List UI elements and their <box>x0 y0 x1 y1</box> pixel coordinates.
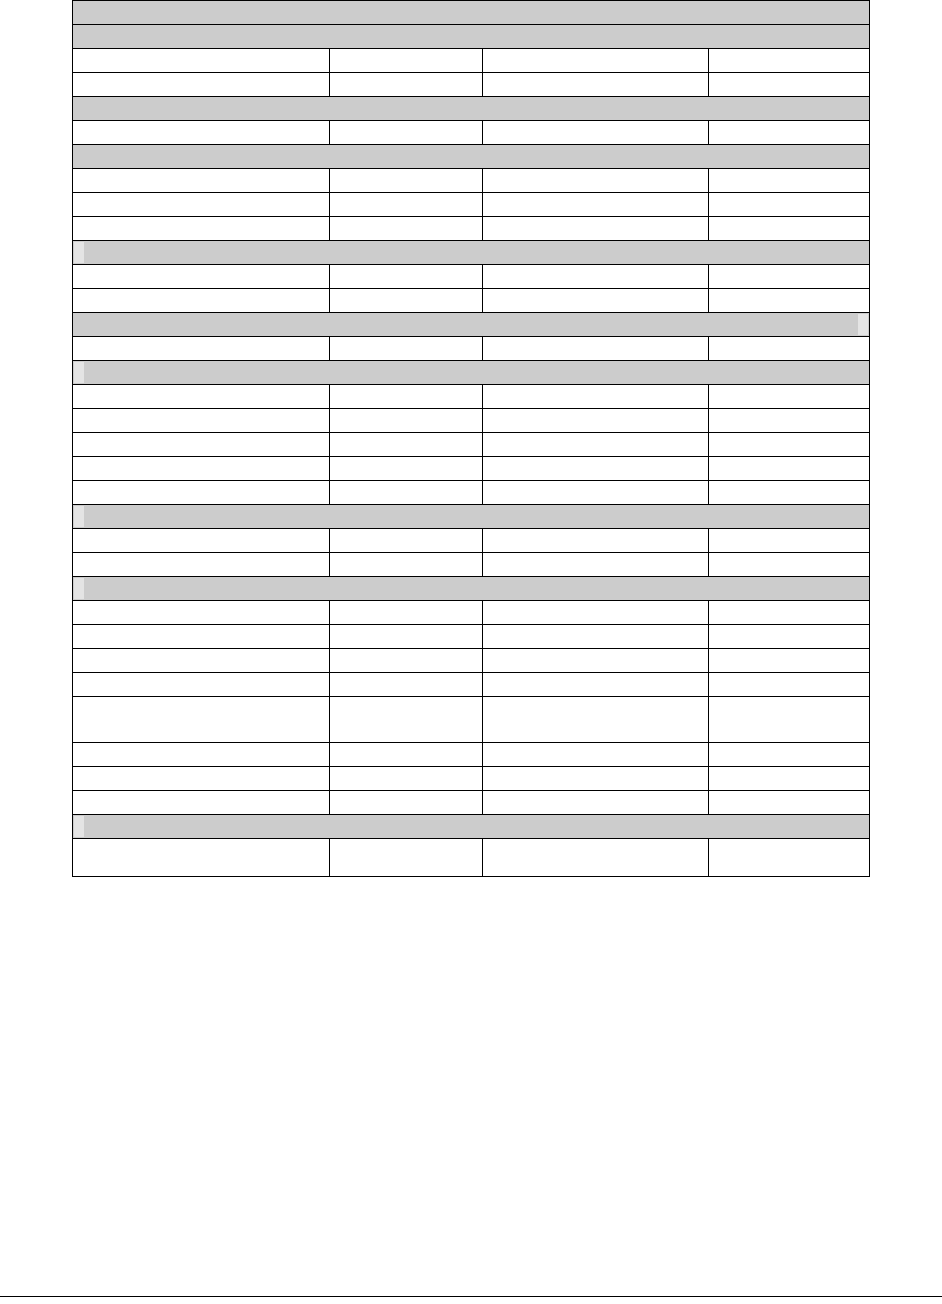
table-cell <box>330 529 483 553</box>
table-cell <box>709 625 870 649</box>
table-row <box>73 457 870 481</box>
table-cell <box>483 625 709 649</box>
table-row <box>73 217 870 241</box>
section-header-cell <box>73 815 870 839</box>
table-row <box>73 743 870 767</box>
table-row <box>73 767 870 791</box>
table-cell <box>709 73 870 97</box>
table-cell <box>483 385 709 409</box>
table-cell <box>483 289 709 313</box>
table-cell <box>483 49 709 73</box>
table-body <box>73 1 870 877</box>
table-cell <box>483 649 709 673</box>
table-row <box>73 385 870 409</box>
table-row <box>73 193 870 217</box>
section-header-cell <box>73 241 870 265</box>
table-cell <box>709 767 870 791</box>
table-cell <box>73 697 330 743</box>
section-shade-tab <box>74 578 84 599</box>
table-cell <box>483 409 709 433</box>
table-cell <box>483 767 709 791</box>
section-shade-tab <box>74 362 84 383</box>
table-cell <box>709 193 870 217</box>
table-cell <box>330 193 483 217</box>
table-cell <box>73 529 330 553</box>
table-cell <box>73 481 330 505</box>
table-cell <box>709 265 870 289</box>
table-cell <box>73 337 330 361</box>
table-cell <box>709 289 870 313</box>
table-cell <box>330 49 483 73</box>
table-row <box>73 529 870 553</box>
table-cell <box>709 217 870 241</box>
table-cell <box>73 169 330 193</box>
table-cell <box>483 791 709 815</box>
table-row <box>73 791 870 815</box>
blank-form-table <box>72 0 870 877</box>
table-cell <box>73 839 330 877</box>
table-cell <box>483 457 709 481</box>
table-cell <box>483 121 709 145</box>
table-cell <box>709 169 870 193</box>
table-row <box>73 649 870 673</box>
table-cell <box>709 457 870 481</box>
table-cell <box>483 73 709 97</box>
table-cell <box>483 553 709 577</box>
table-cell <box>330 839 483 877</box>
table-row <box>73 481 870 505</box>
table-row <box>73 169 870 193</box>
table-cell <box>330 743 483 767</box>
table-row <box>73 839 870 877</box>
table-cell <box>330 601 483 625</box>
table-cell <box>330 409 483 433</box>
table-cell <box>709 121 870 145</box>
table-cell <box>330 457 483 481</box>
table-cell <box>709 337 870 361</box>
table-row <box>73 265 870 289</box>
section-header-cell <box>73 313 870 337</box>
table-cell <box>330 169 483 193</box>
table-cell <box>73 265 330 289</box>
table-row <box>73 553 870 577</box>
table-row <box>73 697 870 743</box>
table-cell <box>330 385 483 409</box>
table-row <box>73 289 870 313</box>
section-header-row <box>73 313 870 337</box>
table-cell <box>483 265 709 289</box>
table-cell <box>330 481 483 505</box>
table-row <box>73 409 870 433</box>
section-shade-tab <box>74 242 84 263</box>
table-cell <box>73 433 330 457</box>
table-cell <box>73 601 330 625</box>
table-cell <box>330 337 483 361</box>
table-cell <box>483 481 709 505</box>
table-cell <box>483 697 709 743</box>
section-header-row <box>73 145 870 169</box>
section-header-cell <box>73 577 870 601</box>
section-header-row <box>73 815 870 839</box>
table-cell <box>73 49 330 73</box>
table-cell <box>73 767 330 791</box>
table-row <box>73 673 870 697</box>
table-cell <box>483 337 709 361</box>
section-shade-tab <box>858 314 868 335</box>
table-row <box>73 121 870 145</box>
section-header-cell <box>73 25 870 49</box>
section-header-row <box>73 361 870 385</box>
table-cell <box>709 601 870 625</box>
table-cell <box>330 673 483 697</box>
table-cell <box>330 289 483 313</box>
table-cell <box>73 73 330 97</box>
table-cell <box>709 649 870 673</box>
section-shade-tab <box>74 506 84 527</box>
table-cell <box>73 743 330 767</box>
table-row <box>73 337 870 361</box>
table-cell <box>330 791 483 815</box>
table-header-row <box>73 1 870 25</box>
section-shade-tab <box>74 816 84 837</box>
section-header-cell <box>73 97 870 121</box>
table-cell <box>73 385 330 409</box>
table-header-cell <box>73 1 870 25</box>
table-cell <box>330 767 483 791</box>
table-row <box>73 433 870 457</box>
section-header-cell <box>73 505 870 529</box>
table-cell <box>73 673 330 697</box>
table-cell <box>483 169 709 193</box>
table-cell <box>330 73 483 97</box>
table-row <box>73 601 870 625</box>
section-header-row <box>73 25 870 49</box>
table-cell <box>709 49 870 73</box>
table-cell <box>330 697 483 743</box>
section-header-row <box>73 97 870 121</box>
table-cell <box>330 625 483 649</box>
table-cell <box>709 553 870 577</box>
table-cell <box>709 385 870 409</box>
table-cell <box>709 791 870 815</box>
table-cell <box>330 553 483 577</box>
table-cell <box>73 553 330 577</box>
table-cell <box>483 601 709 625</box>
table-cell <box>709 673 870 697</box>
table-row <box>73 625 870 649</box>
table-row <box>73 49 870 73</box>
table-cell <box>73 217 330 241</box>
table-cell <box>330 649 483 673</box>
table-row <box>73 73 870 97</box>
table-cell <box>73 289 330 313</box>
table-cell <box>330 121 483 145</box>
table-cell <box>73 457 330 481</box>
table-cell <box>483 673 709 697</box>
table-cell <box>709 433 870 457</box>
table-cell <box>483 743 709 767</box>
table-cell <box>709 481 870 505</box>
table-cell <box>483 529 709 553</box>
table-cell <box>483 839 709 877</box>
table-cell <box>73 791 330 815</box>
table-cell <box>73 121 330 145</box>
table-cell <box>73 409 330 433</box>
table-cell <box>330 265 483 289</box>
table-cell <box>330 433 483 457</box>
section-header-cell <box>73 145 870 169</box>
table-cell <box>709 743 870 767</box>
table-cell <box>709 697 870 743</box>
footer-rule <box>0 1296 942 1297</box>
table-cell <box>709 839 870 877</box>
table-cell <box>483 193 709 217</box>
section-header-row <box>73 577 870 601</box>
table-cell <box>73 625 330 649</box>
table-cell <box>330 217 483 241</box>
table-cell <box>709 409 870 433</box>
section-header-row <box>73 241 870 265</box>
table-cell <box>709 529 870 553</box>
table-cell <box>73 193 330 217</box>
table-cell <box>483 217 709 241</box>
section-header-cell <box>73 361 870 385</box>
table-cell <box>73 649 330 673</box>
table-cell <box>483 433 709 457</box>
section-header-row <box>73 505 870 529</box>
